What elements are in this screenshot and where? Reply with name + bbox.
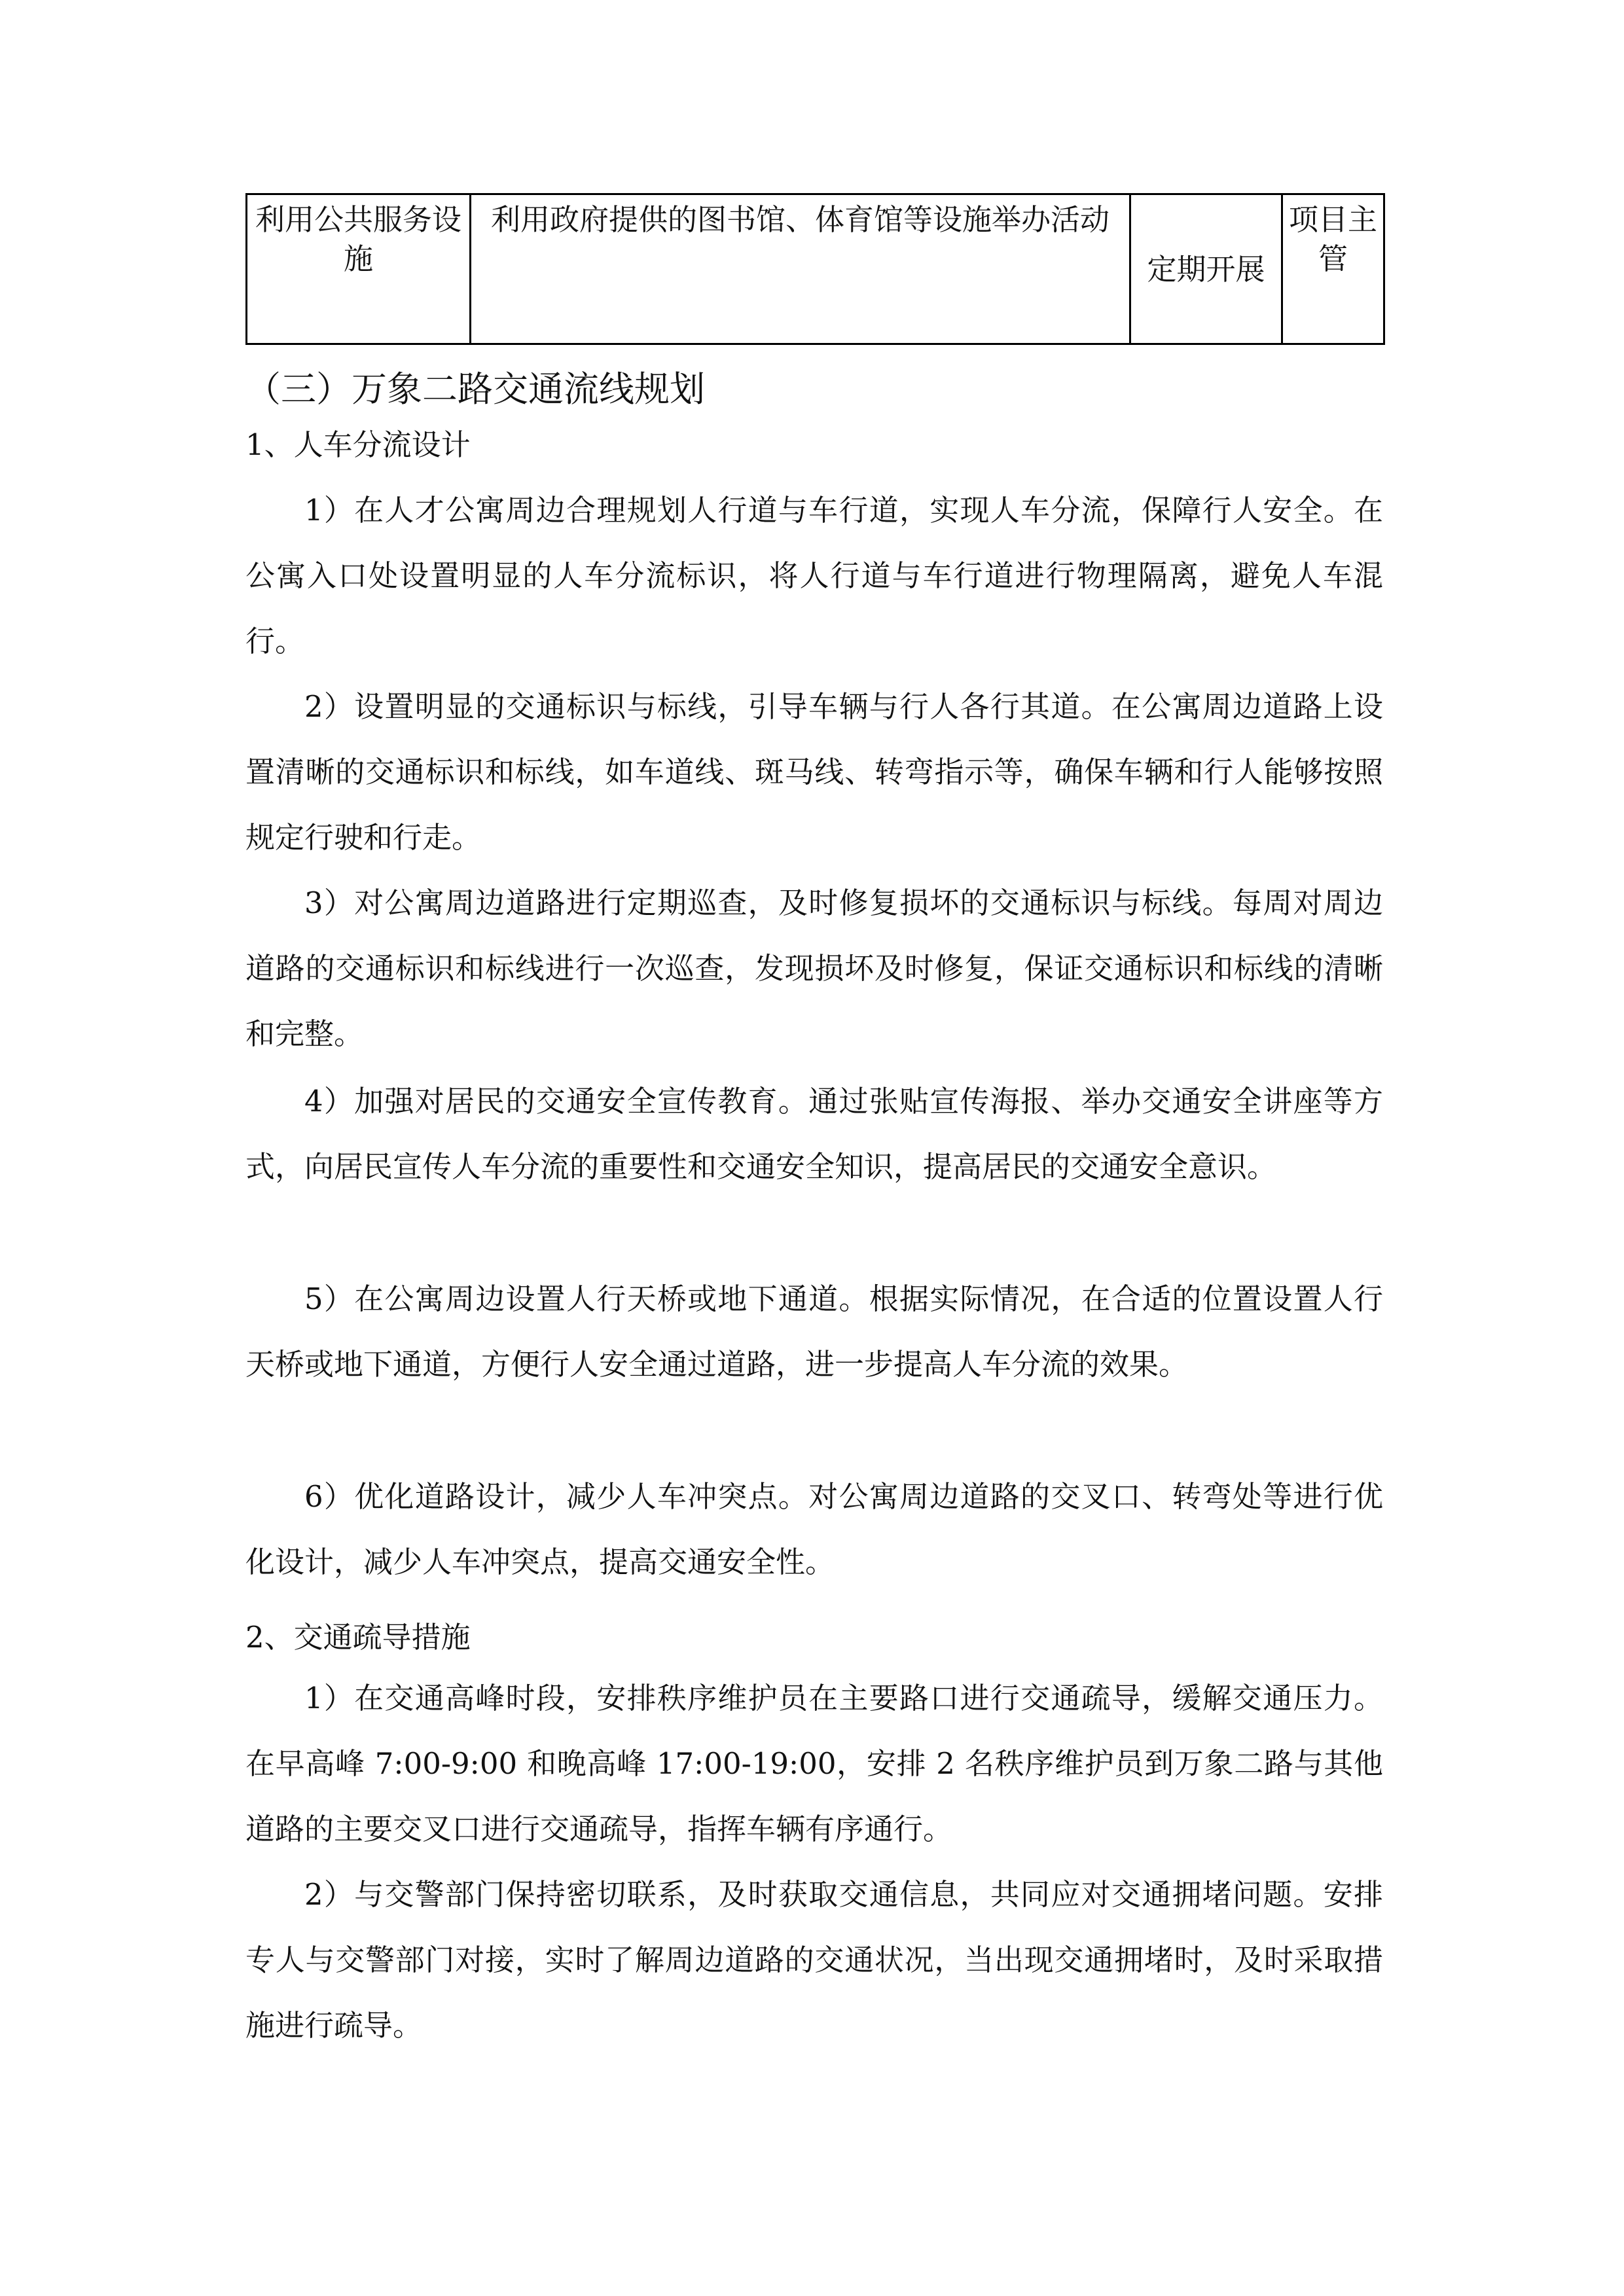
paragraph-1-5: 5）在公寓周边设置人行天桥或地下通道。根据实际情况，在合适的位置设置人行天桥或地下通道，方便行人安全通过道路，进一步提高人车分流的效果。 — [245, 1282, 1383, 1382]
part2-heading: 2、交通疏导措施 — [245, 1620, 471, 1655]
paragraph-1-2: 2）设置明显的交通标识与标线，引导车辆与行人各行其道。在公寓周边道路上设置清晰的交通标识和标线，如车道线、斑马线、转弯指示等，确保车辆和行人能够按照规定行驶和行走。 — [245, 689, 1383, 855]
paragraph-1-1: 1）在人才公寓周边合理规划人行道与车行道，实现人车分流，保障行人安全。在公寓入口处设置明显的人车分流标识，将人行道与车行道进行物理隔离，避免人车混行。 — [245, 493, 1383, 658]
table-cell-owner: 项目主管 — [1282, 194, 1384, 344]
part1-heading: 1、人车分流设计 — [245, 427, 471, 462]
table-cell-content: 利用政府提供的图书馆、体育馆等设施举办活动 — [471, 194, 1130, 344]
paragraph-2-1: 1）在交通高峰时段，安排秩序维护员在主要路口进行交通疏导，缓解交通压力。在早高峰 7:00-9:00 和晚高峰 17:00-19:00，安排 2 名秩序维护员到万象二路与其他道路的主要交叉口进行交通疏导，指挥车辆有序通行。 — [245, 1681, 1383, 1846]
table-cell-frequency: 定期开展 — [1130, 194, 1282, 344]
paragraph-1-4: 4）加强对居民的交通安全宣传教育。通过张贴宣传海报、举办交通安全讲座等方式，向居民宣传人车分流的重要性和交通安全知识，提高居民的交通安全意识。 — [245, 1084, 1383, 1184]
section-title: （三）万象二路交通流线规划 — [245, 368, 705, 410]
paragraph-1-6: 6）优化道路设计，减少人车冲突点。对公寓周边道路的交叉口、转弯处等进行优化设计，减少人车冲突点，提高交通安全性。 — [245, 1479, 1383, 1579]
paragraph-2-2: 2）与交警部门保持密切联系，及时获取交通信息，共同应对交通拥堵问题。安排专人与交警部门对接，实时了解周边道路的交通状况，当出现交通拥堵时，及时采取措施进行疏导。 — [245, 1877, 1383, 2043]
table-row — [247, 194, 1384, 344]
table-cell-category: 利用公共服务设施 — [247, 194, 471, 344]
activity-table — [245, 193, 1385, 345]
paragraph-1-3: 3）对公寓周边道路进行定期巡查，及时修复损坏的交通标识与标线。每周对周边道路的交通标识和标线进行一次巡查，发现损坏及时修复，保证交通标识和标线的清晰和完整。 — [245, 886, 1383, 1051]
